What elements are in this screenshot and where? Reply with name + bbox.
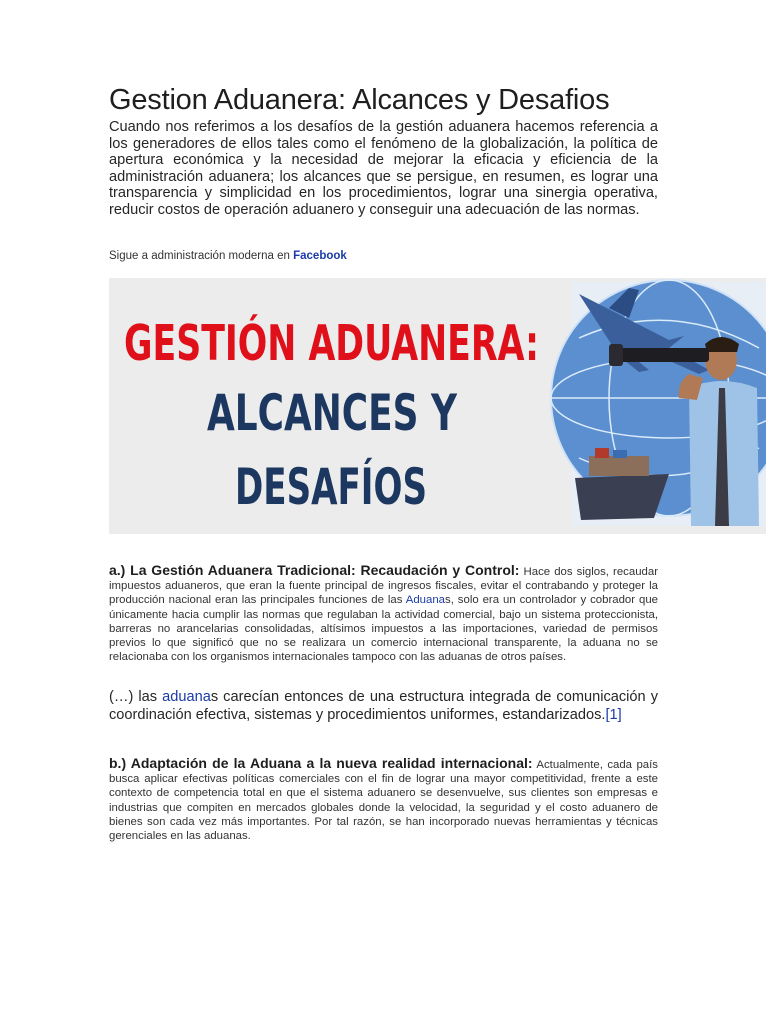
section-a-heading: a.) La Gestión Aduanera Tradicional: Recaudación y Control: — [109, 562, 520, 578]
banner-graphic — [109, 278, 766, 534]
section-a-paragraph — [109, 563, 658, 664]
facebook-link[interactable]: Facebook — [293, 250, 347, 262]
banner-image — [109, 278, 766, 534]
banner-line-3: DESAFÍOS — [235, 458, 517, 516]
quote-end: s carecían entonces de una estructura integrada de comunicación y coordinación efectiva, sistemas y procedimientos uniformes, estandarizados. — [109, 689, 659, 723]
page-title: Gestion Aduanera: Alcances y Desafios — [109, 84, 610, 116]
follow-line — [109, 250, 347, 262]
section-a-body-start: Hace dos siglos, recaudar impuestos aduaneros, que eran la fuente principal de ingresos fiscales, evitar el contrabando y proteger la producción nacional eran las principales funciones de las — [109, 566, 658, 607]
section-b-paragraph — [109, 756, 658, 843]
quote-paragraph — [109, 689, 658, 724]
aduanas-link[interactable]: aduana — [162, 689, 211, 705]
follow-text: Sigue a administración moderna en — [109, 250, 294, 262]
section-b-heading: b.) Adaptación de la Aduana a la nueva realidad internacional: — [109, 755, 533, 771]
section-a-body-end: s, solo era un controlador y cobrador que únicamente hacia cumplir las normas que regulaban la actividad comercial, bajo un sistema proteccionista, barreras no arancelarias consolidadas, altísimos impuestos a las importaciones, variedad de permisos previos lo que significó que no se realizara un comercio internacional transparente, la aduana no se relacionaba con los organismos internacionales tampoco con las aduanas de otros países. — [109, 594, 658, 664]
globe-photo-illustration — [551, 280, 766, 526]
quote-start: (…) las — [109, 689, 163, 705]
footnote-ref-link[interactable]: [1] — [605, 706, 622, 723]
aduana-link[interactable]: Aduana — [405, 594, 445, 607]
banner-line-1: GESTIÓN ADUANERA: — [124, 315, 710, 372]
banner-line-2: ALCANCES Y — [207, 384, 458, 442]
section-b-body: Actualmente, cada país busca aplicar efectivas políticas comerciales con el fin de lograr una mayor competitividad, frente a este contexto de competencia total en que el sistema aduanero se desenvuelve, sus clientes son empresas e industrias que compiten en mercados globales donde la velocidad, la seguridad y el costo aduanero de bienes son cada vez más importantes. Por tal razón, se han incorporado nuevas herramientas y técnicas gerenciales en las aduanas. — [109, 759, 658, 843]
intro-paragraph: Cuando nos referimos a los desafíos de la gestión aduanera hacemos referencia a los generadores de ellos tales como el fenómeno de la globalización, la política de apertura económica y la necesidad de mejorar la eficacia y eficiencia de la administración aduanera; los alcances que se persigue, en resumen, es lograr una transparencia y simplicidad en los procedimientos, lograr una sinergia operativa, reducir costos de operación aduanero y conseguir una adecuación de las normas. — [109, 119, 658, 218]
